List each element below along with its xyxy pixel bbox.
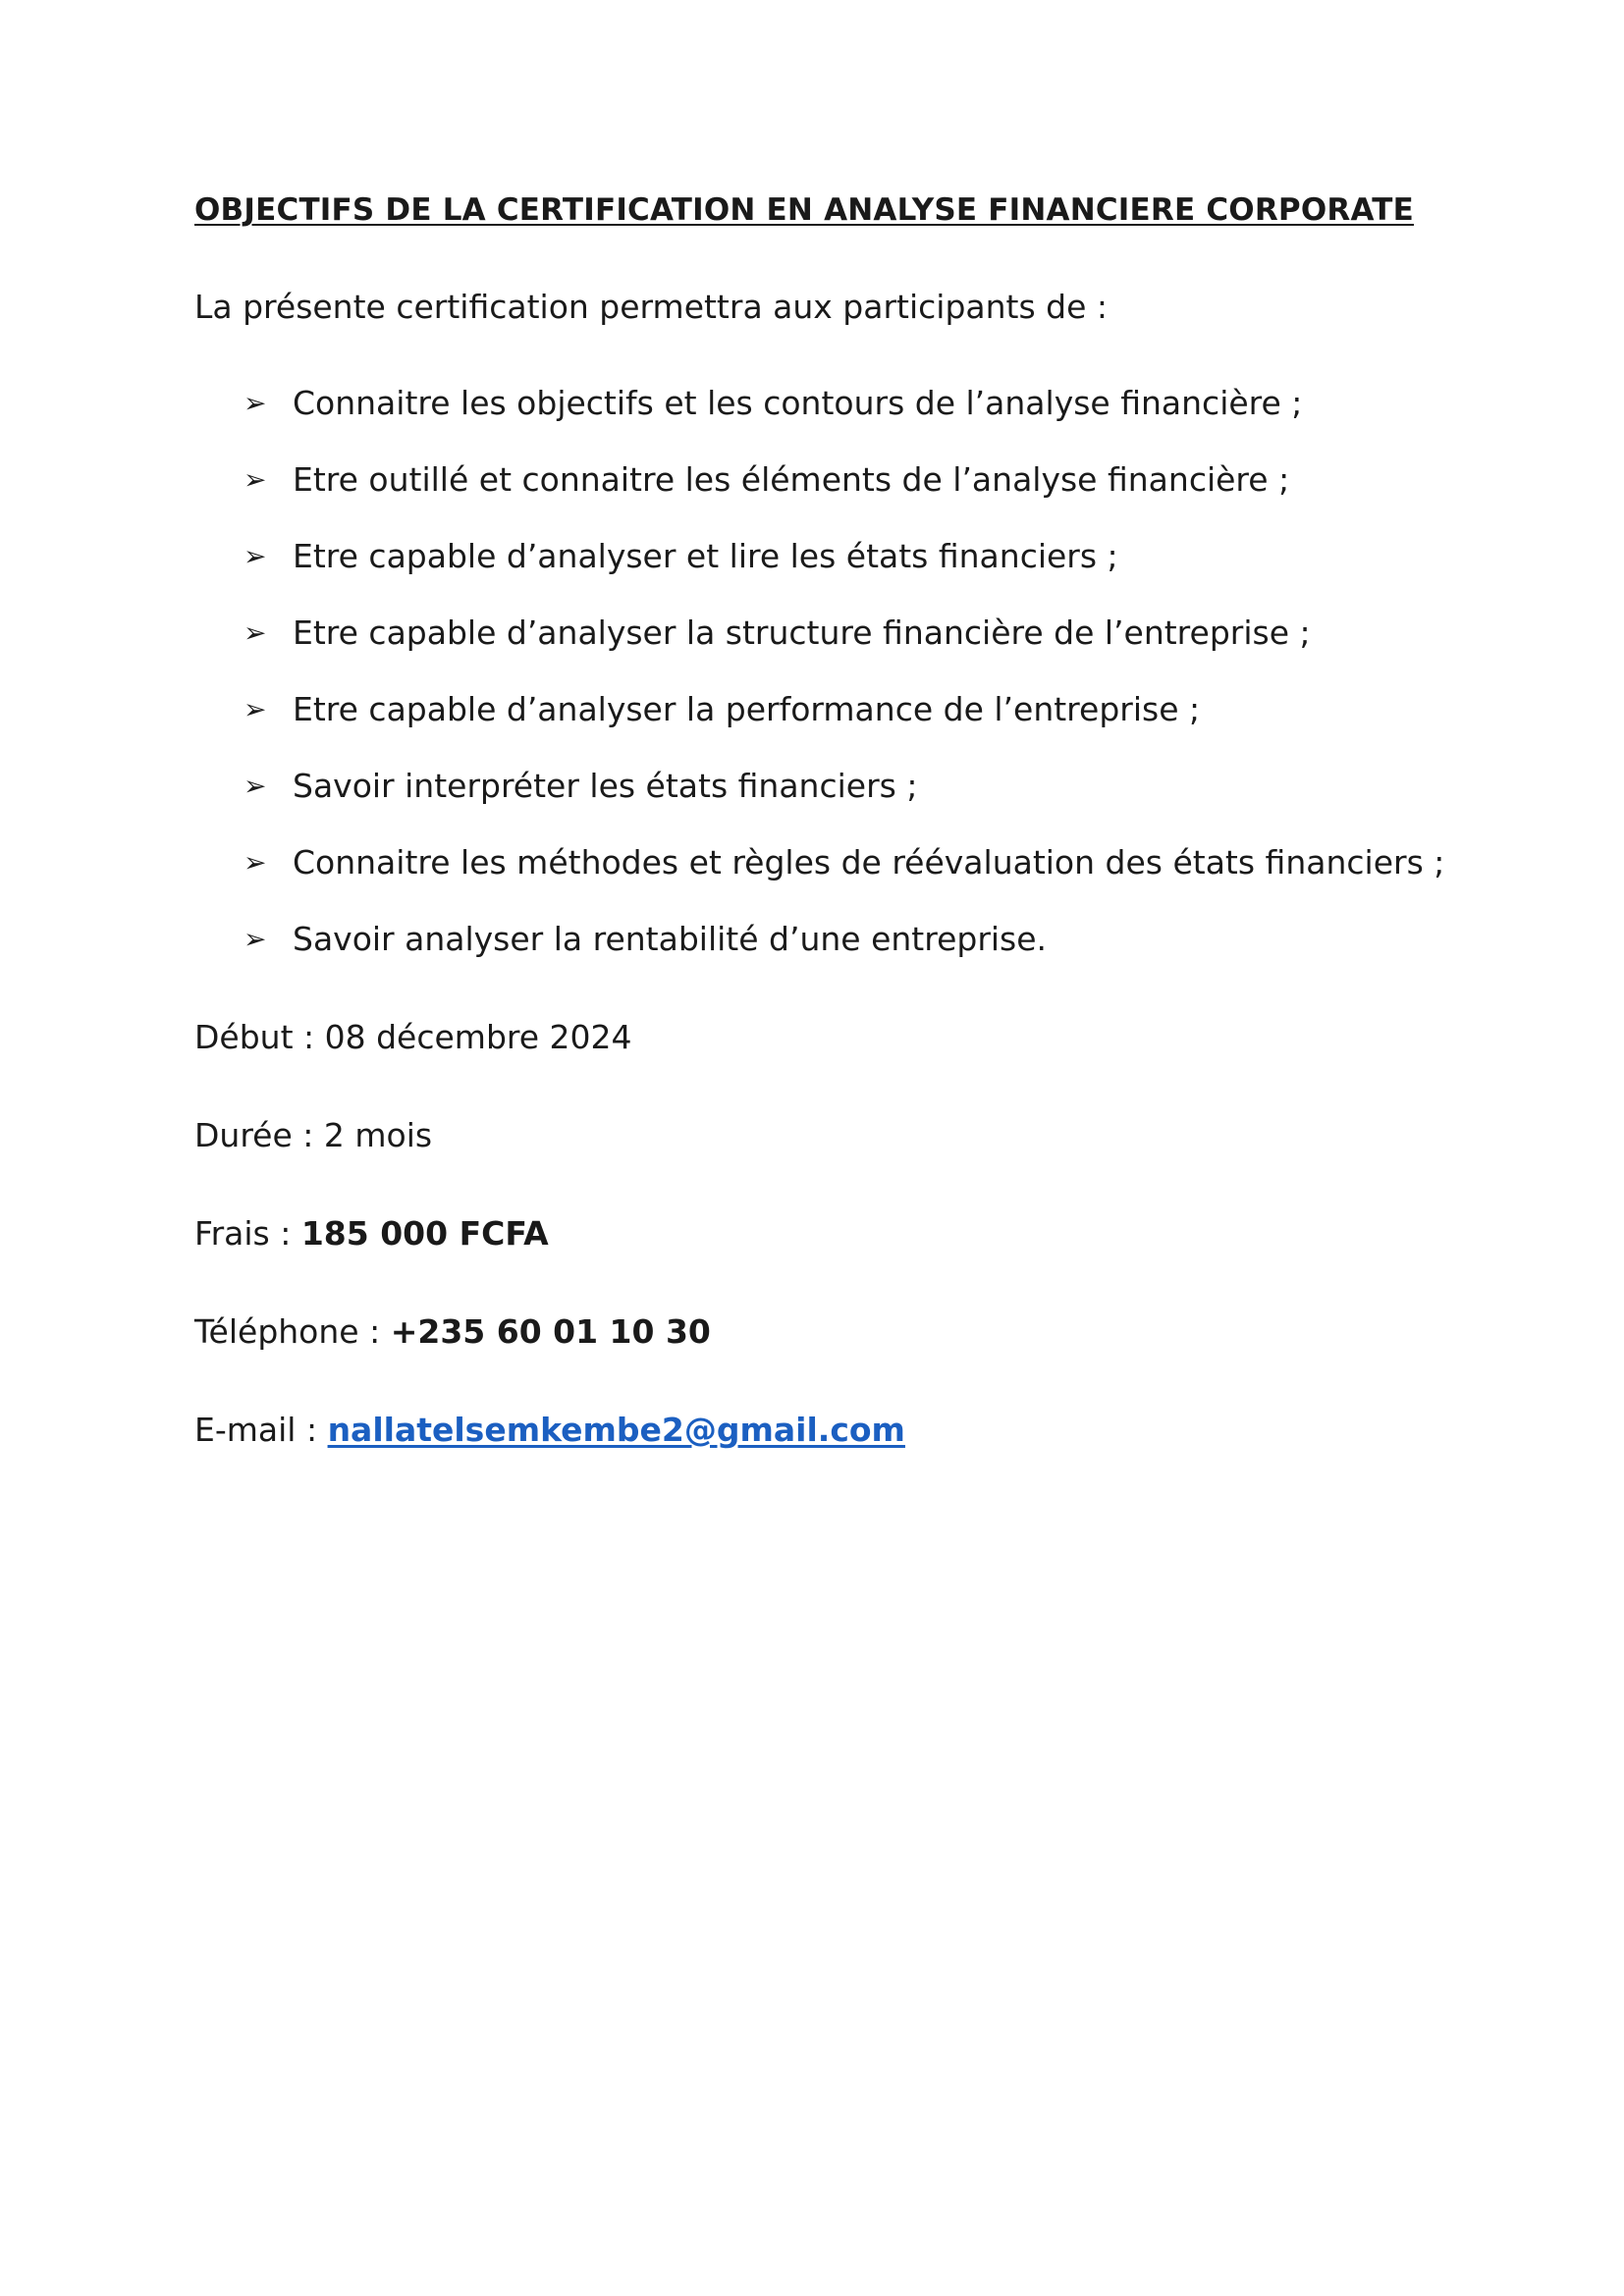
objectives-list: [244, 380, 1471, 963]
email-link[interactable]: nallatelsemkembe2@gmail.com: [327, 1411, 905, 1449]
list-item: [244, 610, 1471, 657]
list-item: [244, 686, 1471, 733]
arrow-right-icon: ➢: [244, 846, 267, 879]
objective-text: Etre capable d’analyser la performance de l’entreprise ;: [293, 690, 1201, 728]
start-date-value: 08 décembre 2024: [324, 1018, 632, 1056]
fees-label: Frais :: [194, 1214, 301, 1253]
phone-row: [194, 1308, 1471, 1356]
list-item: [244, 380, 1471, 427]
objective-text: Connaitre les objectifs et les contours de l’analyse financière ;: [293, 384, 1303, 422]
list-item: [244, 533, 1471, 580]
email-row: [194, 1407, 1471, 1454]
fees-row: [194, 1210, 1471, 1257]
start-date-row: [194, 1014, 1471, 1061]
objective-text: Etre capable d’analyser et lire les états financiers ;: [293, 537, 1118, 575]
phone-label: Téléphone :: [194, 1312, 391, 1351]
intro-text: La présente certification permettra aux participants de :: [194, 288, 1109, 326]
fees-value: 185 000 FCFA: [300, 1214, 549, 1253]
objective-text: Connaitre les méthodes et règles de réévaluation des états financiers ;: [293, 843, 1445, 881]
list-item: [244, 839, 1471, 886]
objective-text: Savoir interpréter les états financiers ;: [293, 767, 918, 805]
duration-row: [194, 1112, 1471, 1159]
list-item: [244, 456, 1471, 504]
arrow-right-icon: ➢: [244, 616, 267, 649]
arrow-right-icon: ➢: [244, 923, 267, 955]
email-label: E-mail :: [194, 1411, 328, 1449]
start-date-label: Début :: [194, 1018, 325, 1056]
objective-text: Etre outillé et connaitre les éléments de l’analyse financière ;: [293, 460, 1290, 499]
objective-text: Etre capable d’analyser la structure financière de l’entreprise ;: [293, 614, 1311, 652]
list-item: [244, 916, 1471, 963]
document-title: OBJECTIFS DE LA CERTIFICATION EN ANALYSE FINANCIERE CORPORATE: [194, 192, 1414, 228]
arrow-right-icon: ➢: [244, 387, 267, 419]
duration-value: 2 mois: [323, 1116, 433, 1154]
duration-label: Durée :: [194, 1116, 324, 1154]
list-item: [244, 763, 1471, 810]
document-page: [194, 187, 1471, 1454]
arrow-right-icon: ➢: [244, 540, 267, 572]
phone-value: +235 60 01 10 30: [390, 1312, 711, 1351]
arrow-right-icon: ➢: [244, 463, 267, 496]
objective-text: Savoir analyser la rentabilité d’une entreprise.: [293, 920, 1048, 958]
arrow-right-icon: ➢: [244, 693, 267, 725]
arrow-right-icon: ➢: [244, 770, 267, 802]
